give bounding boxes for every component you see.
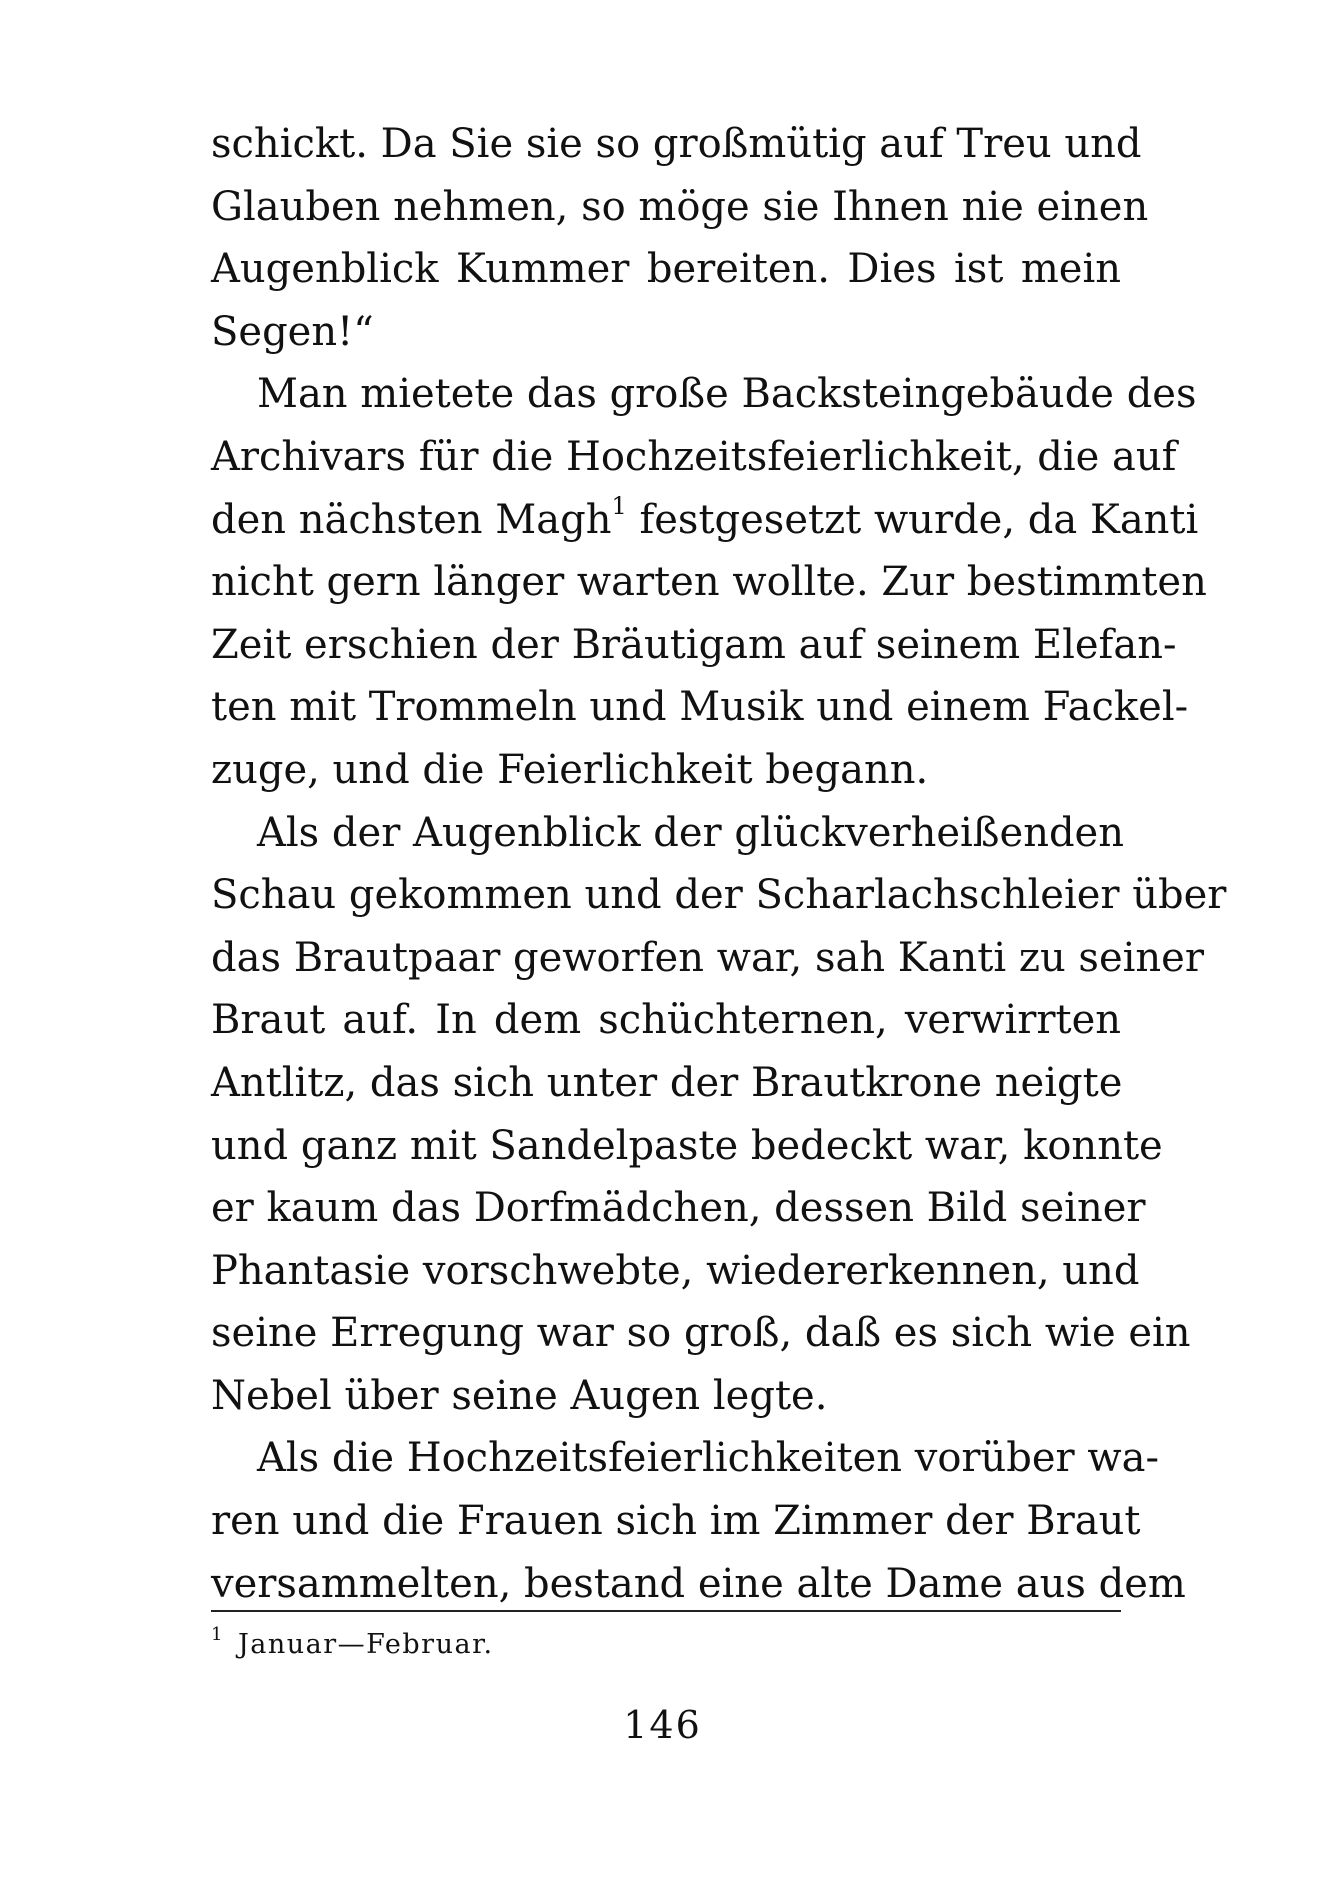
text-line-with-footnote	[211, 489, 1199, 552]
text-line: Augenblick Kummer bereiten. Dies ist mein	[211, 246, 1121, 293]
text-line: Man mietete das große Backsteingebäude des	[257, 371, 1197, 418]
text-segment: festgesetzt wurde, da Kanti	[639, 496, 1199, 543]
body-text	[211, 113, 1227, 1615]
text-line: zuge, und die Feierlichkeit begann.	[211, 746, 929, 793]
text-line: Schau gekommen und der Scharlachschleier über	[211, 872, 1227, 919]
text-line: Phantasie vorschwebte, wiedererkennen, und	[211, 1247, 1140, 1294]
text-line: Archivars für die Hochzeitsfeierlichkeit, die auf	[211, 433, 1177, 480]
text-line: nicht gern länger warten wollte. Zur bestimmten	[211, 559, 1207, 606]
page-number: 146	[623, 1703, 702, 1747]
text-line: Als der Augenblick der glückverheißenden	[257, 809, 1124, 856]
text-line: Zeit erschien der Bräutigam auf seinem Elefan-	[211, 621, 1177, 668]
footnote-reference: 1	[611, 492, 627, 521]
text-line: Segen!“	[211, 308, 374, 355]
text-line: Glauben nehmen, so möge sie Ihnen nie einen	[211, 183, 1149, 230]
text-segment: den nächsten Magh	[211, 496, 612, 543]
text-line: er kaum das Dorfmädchen, dessen Bild seiner	[211, 1185, 1146, 1232]
text-line: ten mit Trommeln und Musik und einem Fackel-	[211, 684, 1189, 731]
text-line: und ganz mit Sandelpaste bedeckt war, konnte	[211, 1122, 1163, 1169]
footnote-text: Januar—Februar.	[237, 1629, 494, 1660]
text-line: schickt. Da Sie sie so großmütig auf Treu und	[211, 121, 1142, 167]
text-line: Braut auf. In dem schüchternen, verwirrten	[211, 997, 1121, 1044]
text-line: das Brautpaar geworfen war, sah Kanti zu seiner	[211, 934, 1204, 981]
text-line: Als die Hochzeitsfeierlichkeiten vorüber wa-	[257, 1435, 1159, 1482]
footnote	[211, 1625, 1121, 1665]
text-line: Nebel über seine Augen legte.	[211, 1372, 828, 1419]
text-line: versammelten, bestand eine alte Dame aus dem	[211, 1560, 1186, 1607]
text-line: Antlitz, das sich unter der Brautkrone neigte	[211, 1059, 1123, 1106]
footnote-mark: 1	[211, 1624, 224, 1645]
footnote-divider	[211, 1610, 1121, 1612]
text-line: seine Erregung war so groß, daß es sich wie ein	[211, 1310, 1191, 1357]
text-line: ren und die Frauen sich im Zimmer der Braut	[211, 1498, 1141, 1545]
